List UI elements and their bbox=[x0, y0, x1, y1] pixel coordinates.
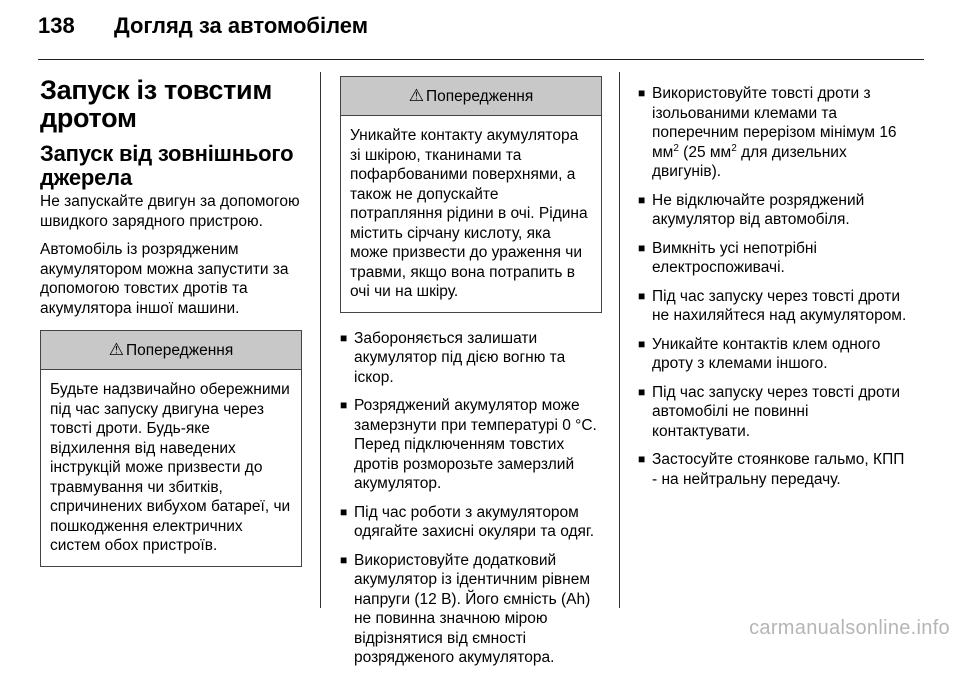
square-bullet-icon: ■ bbox=[638, 240, 646, 255]
list-item-text: Під час запуску через товсті дроти автомобілі не повинні контактувати. bbox=[652, 383, 901, 440]
list-item-text: Вимкніть усі непотрібні електроспоживачі. bbox=[652, 239, 817, 276]
warning-box-1 bbox=[40, 330, 302, 567]
text-part: для дизельних двигунів). bbox=[652, 143, 847, 180]
square-bullet-icon: ■ bbox=[638, 288, 646, 303]
square-bullet-icon: ■ bbox=[340, 504, 348, 519]
paragraph-fast-charger: Не запускайте двигун за допомогою швидкого зарядного пристрою. bbox=[40, 193, 300, 230]
column-divider-1 bbox=[320, 72, 321, 608]
square-bullet-icon: ■ bbox=[638, 86, 646, 100]
bullet-list bbox=[638, 84, 908, 489]
text-part: (25 мм bbox=[678, 143, 732, 161]
list-item bbox=[638, 287, 908, 326]
section-heading: Запуск із товстим дротом bbox=[40, 75, 273, 133]
page-number: 138 bbox=[38, 13, 75, 38]
list-item bbox=[638, 335, 908, 374]
list-item bbox=[340, 551, 602, 668]
page-header bbox=[38, 14, 368, 38]
text-part: Використовуйте товсті дроти з ізольованими клемами та поперечним перерізом мінімум 16 мм bbox=[652, 85, 897, 161]
square-bullet-icon: ■ bbox=[638, 452, 646, 466]
superscript: 2 bbox=[731, 142, 737, 154]
watermark: carmanualsonline.info bbox=[749, 617, 950, 639]
list-item bbox=[638, 239, 908, 278]
square-bullet-icon: ■ bbox=[340, 398, 348, 412]
list-item-text: Не відключайте розряджений акумулятор від автомобіля. bbox=[652, 191, 865, 228]
column-1 bbox=[40, 72, 302, 567]
list-item-text: Розряджений акумулятор може замерзнути при температурі 0 °C. Перед підключенням товстих дротів розморозьте замерзлий акумулятор. bbox=[354, 397, 597, 492]
column-divider-2 bbox=[619, 72, 620, 608]
superscript: 2 bbox=[673, 142, 679, 154]
page-title: Догляд за автомобілем bbox=[114, 13, 369, 38]
list-item bbox=[340, 503, 602, 542]
warning-text: Будьте надзвичайно обережними під час запуску двигуна через товсті дроти. Будь-яке відхилення від наведених інструкцій може призвести до травмування чи збитків, спричинених вибухом батареї, чи пошкодження електричних систем обох пристроїв. bbox=[50, 381, 291, 554]
list-item bbox=[340, 329, 602, 388]
list-item-text: Під час запуску через товсті дроти не нахиляйтеся над акумулятором. bbox=[652, 287, 907, 324]
list-item bbox=[638, 383, 908, 442]
square-bullet-icon: ■ bbox=[638, 384, 646, 399]
square-bullet-icon: ■ bbox=[340, 552, 348, 567]
square-bullet-icon: ■ bbox=[340, 330, 348, 345]
warning-text: Уникайте контакту акумулятора зі шкірою, тканинами та пофарбованими поверхнями, а також не допускайте потрапляння рідини в очі. Рідина містить сірчану кислоту, яка може призвести до ураження чи травми, якщо вона потрапить в очі чи на шкіру. bbox=[350, 127, 588, 300]
warning-box-2 bbox=[340, 76, 602, 313]
list-item-text: Використовуйте додатковий акумулятор із ідентичним рівнем напруги (12 В). Його ємність (Ah) не повинна значною мірою відрізнятися від ємності розрядженого акумулятора. bbox=[354, 551, 591, 666]
warning-box-header bbox=[41, 331, 301, 370]
list-item bbox=[638, 84, 908, 182]
list-item-text: Під час роботи з акумулятором одягайте захисні окуляри та одяг. bbox=[354, 503, 595, 540]
warning-triangle-icon: ⚠ bbox=[108, 340, 124, 359]
column-2 bbox=[340, 72, 602, 677]
warning-box-header bbox=[341, 77, 601, 116]
column-3 bbox=[638, 72, 908, 498]
list-item bbox=[638, 191, 908, 230]
square-bullet-icon: ■ bbox=[638, 336, 646, 351]
list-item-text: Застосуйте стоянкове гальмо, КПП - на нейтральну передачу. bbox=[652, 451, 905, 488]
subsection-heading: Запуск від зовнішнього джерела bbox=[40, 141, 294, 190]
list-item-text: Забороняється залишати акумулятор під дією вогню та іскор. bbox=[354, 329, 566, 386]
list-item-text: Уникайте контактів клем одного дроту з клемами іншого. bbox=[652, 335, 881, 372]
list-item-text bbox=[652, 85, 897, 180]
header-divider bbox=[38, 59, 924, 60]
paragraph-jump-start: Автомобіль із розрядженим акумулятором можна запустити за допомогою товстих дротів та акумулятора іншої машини. bbox=[40, 241, 289, 317]
bullet-list bbox=[340, 329, 602, 668]
square-bullet-icon: ■ bbox=[638, 192, 646, 207]
list-item bbox=[340, 396, 602, 494]
list-item bbox=[638, 450, 908, 489]
warning-title: Попередження bbox=[126, 342, 234, 359]
warning-triangle-icon: ⚠ bbox=[408, 86, 424, 105]
warning-title: Попередження bbox=[426, 88, 534, 105]
